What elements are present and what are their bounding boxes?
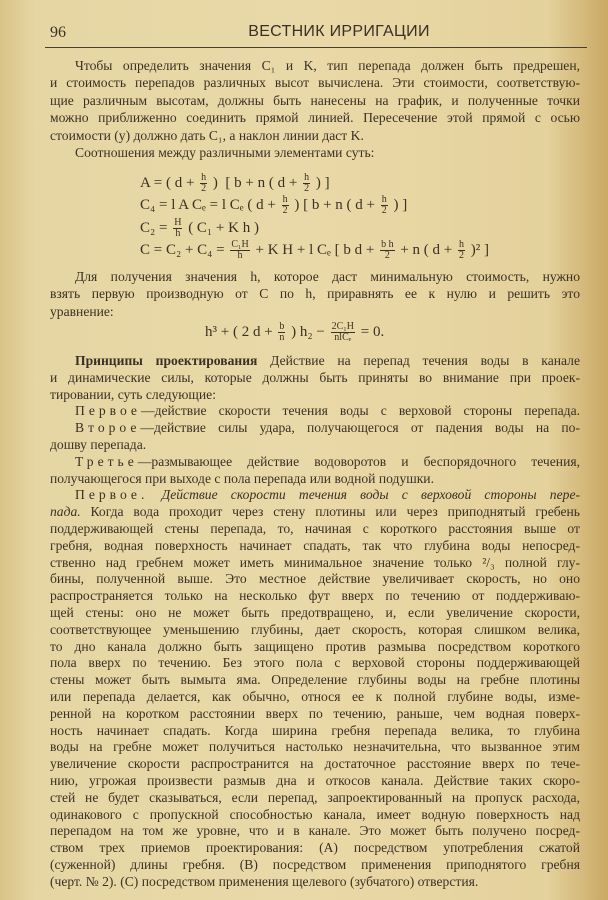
equation-term: ) ] (312, 175, 330, 191)
numerator: H (174, 217, 182, 228)
text-line: стены может быть вымыта яма. Определение глубины воды на гребне плотины (50, 672, 580, 688)
text-segment: Когда вода проходит через стену плотины или через приподнятый гребень (80, 504, 580, 520)
denominator: nlCₑ (334, 332, 352, 343)
spaced-label: Первое. (75, 487, 149, 503)
denominator: 2 (458, 250, 464, 261)
derivative-equation (205, 322, 384, 343)
text-line: ством трех приемов проектирования: (A) посредством употребления сжатой (50, 840, 580, 856)
numerator: b (279, 321, 285, 332)
equation-term: C₄ = l A Cₑ = l Cₑ ( d + (140, 197, 280, 213)
text-line (50, 420, 580, 437)
text-line: и динамические силы, которые должны быть приняты во внимание при проек- (50, 369, 580, 385)
numerator: h (381, 194, 387, 205)
numerator: h (201, 172, 207, 183)
text-segment: —размывающее действие водоворотов и беспорядочного течения, (137, 453, 580, 469)
text-segment: Действие на перепад течения воды в канале (257, 353, 580, 368)
denominator: 2 (201, 183, 207, 194)
numerator: C₁H (231, 239, 249, 250)
section-design-principles (50, 353, 580, 891)
denominator: 2 (282, 205, 288, 216)
text-line: щие различным высотам, должны быть нанесены на график, и полученные точки (50, 92, 580, 108)
text-segment: получающегося при выходе с пола перепада или водной подушки. (50, 470, 434, 486)
journal-title: ВЕСТНИК ИРРИГАЦИИ (248, 23, 430, 40)
text-line: ность начинает спадать. Когда ширина гребня перепада велика, то глубина (50, 722, 580, 738)
denominator: 2 (304, 183, 310, 194)
text-line: поддерживающей стены перепада, то, начиная с короткого расстояния выше от (50, 520, 580, 536)
text-segment: пада. (50, 504, 81, 520)
paragraph-determine-constants (50, 57, 580, 161)
equation-term: ( C₁ + K h ) (184, 220, 259, 236)
denominator: h (175, 228, 181, 239)
equation-4 (140, 240, 489, 261)
text-line (50, 487, 580, 504)
fraction (458, 240, 465, 261)
text-line: щей стены: оно не может быть предотвращено, и, если увеличение скорости, (50, 604, 580, 620)
text-line: ренной на коротком расстоянии вверх по течению, раньше, чем водная поверх- (50, 705, 580, 721)
equation-1 (140, 173, 330, 194)
text-line: или перепада делается, как обычно, относя ее к полной глубине воды, изме- (50, 688, 580, 704)
text-line: одинакового с пропускной способностью канала, имеет водную поверхность над (50, 806, 580, 822)
equation-term: + n ( d + (396, 242, 456, 258)
page-number: 96 (50, 24, 66, 41)
equation-term: A = ( d + (140, 175, 199, 191)
text-line: Чтобы определить значения C₁ и K, тип перепада должен быть предрешен, (75, 58, 580, 73)
paragraph-minimum-cost (50, 268, 580, 320)
spaced-label: Второе (75, 420, 141, 436)
text-line (50, 471, 580, 488)
equation-term: C = C₂ + C₄ = (140, 242, 229, 258)
fraction (200, 173, 207, 194)
text-line: стоимости (y) должно дать C₁, а наклон линии даст K. (50, 127, 364, 143)
text-segment: (черт. № 2). (C) посредством применения щелевого (зубчатого) отверстия. (50, 873, 479, 889)
equation-term: h³ + ( 2 d + (205, 324, 277, 340)
equation-term: ) [ b + n ( d + (209, 175, 302, 191)
fraction (230, 240, 249, 261)
text-line: гребня, водная поверхность начинает спадать, так что глубина воды непосред- (50, 537, 580, 553)
header-rule (45, 47, 587, 48)
text-line: бины, полученной выше. Это местное действие увеличивает скорость, но оно (50, 571, 580, 587)
text-line (50, 874, 580, 891)
equation-term: C₂ = (140, 220, 172, 236)
text-line: уравнение: (50, 303, 114, 319)
text-segment: —действие силы удара, получающегося от падения воды на по- (140, 420, 580, 436)
equation-term: + K H + l Cₑ [ b d + (251, 242, 379, 258)
section-heading: Принципы проектирования (75, 353, 258, 368)
fraction (173, 218, 182, 239)
denominator: n (279, 332, 285, 343)
text-line (50, 403, 580, 420)
fraction (278, 322, 285, 343)
text-line: то дно канала должно быть защищено против размыва посредством короткого (50, 638, 580, 654)
spaced-label: Третье (75, 453, 138, 469)
equation-term: )² ] (466, 242, 489, 258)
equation-term: ) [ b + n ( d + (290, 197, 379, 213)
numerator: h (304, 172, 310, 183)
denominator: h (237, 250, 243, 261)
text-line: перепадом на том же уровне, что и в канале. Это может быть получено посред- (50, 823, 580, 839)
text-line (50, 387, 580, 404)
numerator: 2C₁H (331, 321, 354, 332)
text-segment: Действие скорости течения воды с верховой стороны пере- (148, 487, 580, 503)
equation-term: = 0. (357, 324, 385, 340)
text-line: увеличение скорости распространится на достаточное расстояние вверх по тече- (50, 756, 580, 772)
denominator: 2 (384, 250, 390, 261)
text-line: распространяется только на несколько фут вверх по течению от поддерживаю- (50, 588, 580, 604)
fraction (282, 195, 289, 216)
equation-2 (140, 195, 407, 216)
text-line: и стоимость перепадов различных высот вычислена. Эти стоимости, соответствую- (50, 75, 580, 91)
text-segment: —действие скорости течения воды с верховой стороны перепада. (140, 403, 580, 419)
text-line: воды на гребне может получиться настолько незначительна, что вызванное этим (50, 739, 580, 755)
text-line: можно приближенно соединить прямой линией. Пересечение этой прямой с осью (50, 110, 580, 126)
text-line (50, 504, 580, 521)
fraction (303, 173, 310, 194)
text-line: нию, угрожая произвести размыв дна и откосов канала. Действие таких скоро- (50, 772, 580, 788)
text-line: Для получения значения h, которое даст минимальную стоимость, нужно (75, 269, 580, 284)
spaced-label: Первое (75, 403, 141, 419)
text-line: (суженной) длины гребня. (B) посредством применения приподнятого гребня (50, 856, 580, 872)
fraction (331, 322, 355, 343)
text-line (50, 437, 580, 454)
text-line: пола вверх по течению. Без этого пола с верховой стороны поддерживающей (50, 655, 580, 671)
text-line: ственно над гребнем может иметь минимальное значение только ²/₃ полной глу- (50, 554, 580, 570)
text-line (50, 454, 580, 471)
fraction (380, 240, 395, 261)
numerator: b h (381, 239, 394, 250)
text-line: взять первую производную от C по h, приравнять ее к нулю и решить это (50, 286, 580, 302)
text-line: соответствующее уменьшению глубины, дает скорость, которая слишком велика, (50, 621, 580, 637)
text-segment: тировании, суть следующие: (50, 386, 216, 402)
equation-term: ) ] (389, 197, 408, 213)
text-line (50, 353, 580, 370)
equation-3 (140, 218, 259, 239)
text-line: стей не будет сказываться, если перепад, запроектированный на пропуск расхода, (50, 789, 580, 805)
numerator: h (458, 239, 464, 250)
text-segment: дошву перепада. (50, 436, 147, 452)
text-line: Соотношения между различными элементами суть: (75, 145, 375, 161)
denominator: 2 (381, 205, 387, 216)
equation-term: ) h₂ − (287, 324, 329, 340)
numerator: h (282, 194, 288, 205)
fraction (381, 195, 388, 216)
